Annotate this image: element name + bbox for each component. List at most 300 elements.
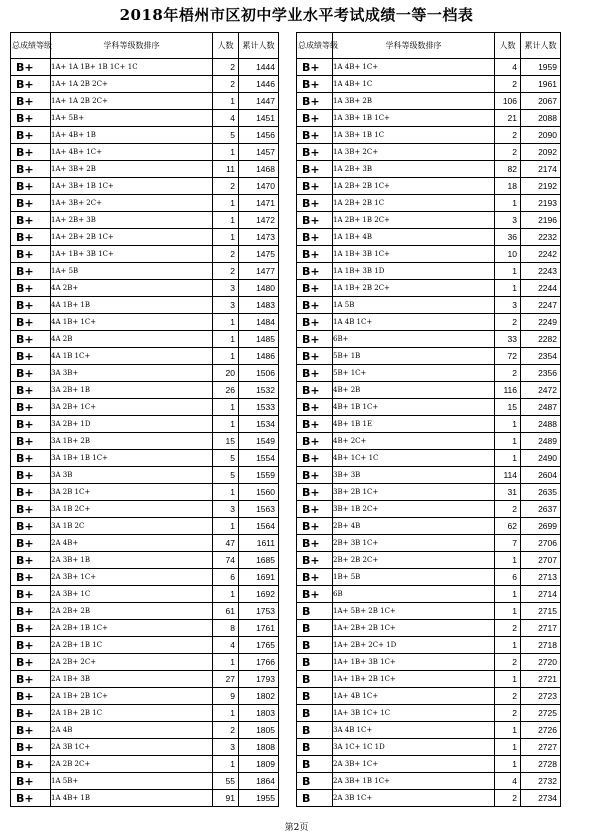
cumulative-count-cell: 1559	[239, 467, 279, 484]
grade-cell: B	[297, 688, 333, 705]
cumulative-count-cell: 1691	[239, 569, 279, 586]
subject-levels-cell: 2A 2B+ 2B	[51, 603, 213, 620]
subject-levels-cell: 1A+ 3B+ 2C+	[51, 195, 213, 212]
grade-cell: B+	[11, 790, 51, 807]
grade-cell: B	[297, 637, 333, 654]
cumulative-count-cell: 1457	[239, 144, 279, 161]
table-row	[11, 637, 279, 654]
grade-cell: B+	[11, 739, 51, 756]
grade-cell: B+	[297, 467, 333, 484]
grade-cell: B	[297, 705, 333, 722]
count-cell: 1	[213, 229, 239, 246]
cumulative-count-cell: 2725	[521, 705, 561, 722]
count-cell: 27	[213, 671, 239, 688]
table-row	[297, 161, 561, 178]
subject-levels-cell: 1A 3B+ 2B	[333, 93, 495, 110]
count-cell: 2	[213, 59, 239, 76]
count-cell: 5	[213, 127, 239, 144]
table-row	[297, 178, 561, 195]
subject-levels-cell: 2A 4B+	[51, 535, 213, 552]
grade-cell: B+	[11, 212, 51, 229]
cumulative-count-cell: 1611	[239, 535, 279, 552]
subject-levels-cell: 1A+ 2B+ 3B	[51, 212, 213, 229]
count-cell: 2	[495, 688, 521, 705]
cumulative-count-cell: 2699	[521, 518, 561, 535]
header-subjects: 学科等级数排序	[51, 33, 213, 59]
grade-cell: B+	[11, 620, 51, 637]
table-row	[11, 59, 279, 76]
table-row	[11, 705, 279, 722]
count-cell: 10	[495, 246, 521, 263]
grade-cell: B+	[297, 297, 333, 314]
grade-cell: B+	[11, 535, 51, 552]
cumulative-count-cell: 1472	[239, 212, 279, 229]
cumulative-count-cell: 2726	[521, 722, 561, 739]
grade-cell: B+	[297, 586, 333, 603]
cumulative-count-cell: 2732	[521, 773, 561, 790]
grade-cell: B+	[11, 195, 51, 212]
grade-cell: B+	[11, 314, 51, 331]
subject-levels-cell: 1A 2B+ 3B	[333, 161, 495, 178]
count-cell: 1	[213, 195, 239, 212]
table-row	[11, 620, 279, 637]
grade-cell: B+	[11, 569, 51, 586]
count-cell: 1	[495, 263, 521, 280]
table-row	[11, 450, 279, 467]
cumulative-count-cell: 1564	[239, 518, 279, 535]
grade-cell: B+	[297, 433, 333, 450]
count-cell: 1	[213, 654, 239, 671]
subject-levels-cell: 1A+ 4B+ 1B	[51, 127, 213, 144]
subject-levels-cell: 4B+ 2C+	[333, 433, 495, 450]
count-cell: 4	[213, 637, 239, 654]
count-cell: 1	[495, 756, 521, 773]
table-row	[11, 195, 279, 212]
grade-cell: B+	[11, 688, 51, 705]
grade-cell: B+	[11, 399, 51, 416]
table-row	[11, 433, 279, 450]
table-row	[297, 756, 561, 773]
table-row	[297, 518, 561, 535]
count-cell: 1	[495, 433, 521, 450]
subject-levels-cell: 5B+ 1C+	[333, 365, 495, 382]
count-cell: 3	[495, 212, 521, 229]
table-row	[297, 637, 561, 654]
cumulative-count-cell: 1446	[239, 76, 279, 93]
table-row	[11, 382, 279, 399]
cumulative-count-cell: 1473	[239, 229, 279, 246]
cumulative-count-cell: 2604	[521, 467, 561, 484]
cumulative-count-cell: 1959	[521, 59, 561, 76]
cumulative-count-cell: 1483	[239, 297, 279, 314]
grade-cell: B+	[11, 433, 51, 450]
cumulative-count-cell: 2714	[521, 586, 561, 603]
table-row	[297, 416, 561, 433]
grade-cell: B+	[11, 722, 51, 739]
count-cell: 26	[213, 382, 239, 399]
count-cell: 91	[213, 790, 239, 807]
table-row	[297, 144, 561, 161]
count-cell: 116	[495, 382, 521, 399]
count-cell: 2	[213, 178, 239, 195]
subject-levels-cell: 1A+ 5B	[51, 263, 213, 280]
grade-cell: B+	[297, 93, 333, 110]
grade-cell: B+	[11, 450, 51, 467]
table-row	[297, 59, 561, 76]
count-cell: 2	[495, 144, 521, 161]
table-row	[11, 229, 279, 246]
table-row	[297, 501, 561, 518]
grade-cell: B+	[297, 280, 333, 297]
grade-cell: B+	[11, 263, 51, 280]
subject-levels-cell: 4A 2B	[51, 331, 213, 348]
grade-cell: B+	[11, 756, 51, 773]
cumulative-count-cell: 2713	[521, 569, 561, 586]
count-cell: 55	[213, 773, 239, 790]
grade-cell: B+	[11, 59, 51, 76]
subject-levels-cell: 3B+ 3B	[333, 467, 495, 484]
subject-levels-cell: 3A 1B 2C+	[51, 501, 213, 518]
table-row	[297, 790, 561, 807]
grade-cell: B+	[297, 518, 333, 535]
table-row	[11, 110, 279, 127]
count-cell: 8	[213, 620, 239, 637]
subject-levels-cell: 1A+ 3B+ 2B	[51, 161, 213, 178]
count-cell: 15	[495, 399, 521, 416]
count-cell: 1	[495, 195, 521, 212]
cumulative-count-cell: 2717	[521, 620, 561, 637]
table-row	[11, 535, 279, 552]
grade-cell: B+	[11, 178, 51, 195]
subject-levels-cell: 1A+ 1B+ 3B 1C+	[51, 246, 213, 263]
table-row	[297, 365, 561, 382]
grade-cell: B+	[297, 144, 333, 161]
cumulative-count-cell: 2728	[521, 756, 561, 773]
subject-levels-cell: 4A 1B+ 1C+	[51, 314, 213, 331]
table-row	[11, 246, 279, 263]
grade-cell: B+	[297, 331, 333, 348]
grade-cell: B+	[297, 110, 333, 127]
cumulative-count-cell: 2090	[521, 127, 561, 144]
cumulative-count-cell: 2244	[521, 280, 561, 297]
subject-levels-cell: 1B+ 5B	[333, 569, 495, 586]
cumulative-count-cell: 1961	[521, 76, 561, 93]
cumulative-count-cell: 2727	[521, 739, 561, 756]
table-row	[11, 178, 279, 195]
cumulative-count-cell: 1486	[239, 348, 279, 365]
grade-cell: B+	[11, 773, 51, 790]
subject-levels-cell: 3A 1B+ 1B 1C+	[51, 450, 213, 467]
table-row	[297, 620, 561, 637]
subject-levels-cell: 1A+ 1A 2B 2C+	[51, 93, 213, 110]
table-row	[11, 790, 279, 807]
subject-levels-cell: 1A+ 1A 1B+ 1B 1C+ 1C	[51, 59, 213, 76]
grade-cell: B+	[297, 552, 333, 569]
table-row	[11, 671, 279, 688]
subject-levels-cell: 2A 2B+ 2C+	[51, 654, 213, 671]
table-row	[297, 331, 561, 348]
subject-levels-cell: 2A 2B 2C+	[51, 756, 213, 773]
count-cell: 1	[495, 603, 521, 620]
count-cell: 114	[495, 467, 521, 484]
subject-levels-cell: 3B+ 1B 2C+	[333, 501, 495, 518]
table-row	[297, 76, 561, 93]
subject-levels-cell: 1A+ 3B 1C+ 1C	[333, 705, 495, 722]
count-cell: 2	[495, 76, 521, 93]
table-row	[11, 331, 279, 348]
table-row	[11, 467, 279, 484]
subject-levels-cell: 1A+ 1A 2B 2C+	[51, 76, 213, 93]
cumulative-count-cell: 2193	[521, 195, 561, 212]
grade-cell: B+	[297, 365, 333, 382]
table-row	[297, 654, 561, 671]
grade-cell: B+	[11, 382, 51, 399]
table-row	[11, 603, 279, 620]
table-row	[11, 399, 279, 416]
subject-levels-cell: 1A 3B+ 1B 1C	[333, 127, 495, 144]
cumulative-count-cell: 1753	[239, 603, 279, 620]
subject-levels-cell: 1A+ 5B+ 2B 1C+	[333, 603, 495, 620]
subject-levels-cell: 1A 2B+ 2B 1C	[333, 195, 495, 212]
header-subjects: 学科等级数排序	[333, 33, 495, 59]
cumulative-count-cell: 2472	[521, 382, 561, 399]
grade-cell: B	[297, 773, 333, 790]
table-row	[11, 773, 279, 790]
cumulative-count-cell: 2249	[521, 314, 561, 331]
subject-levels-cell: 4B+ 2B	[333, 382, 495, 399]
count-cell: 61	[213, 603, 239, 620]
table-row	[297, 671, 561, 688]
table-row	[11, 654, 279, 671]
count-cell: 1	[495, 722, 521, 739]
count-cell: 2	[495, 620, 521, 637]
grade-cell: B	[297, 739, 333, 756]
cumulative-count-cell: 1447	[239, 93, 279, 110]
cumulative-count-cell: 2174	[521, 161, 561, 178]
grade-cell: B+	[297, 263, 333, 280]
subject-levels-cell: 1A 4B 1C+	[333, 314, 495, 331]
count-cell: 82	[495, 161, 521, 178]
cumulative-count-cell: 1808	[239, 739, 279, 756]
cumulative-count-cell: 1563	[239, 501, 279, 518]
table-row	[297, 110, 561, 127]
count-cell: 36	[495, 229, 521, 246]
subject-levels-cell: 1A+ 5B+	[51, 110, 213, 127]
table-header-row	[297, 33, 561, 59]
table-row	[11, 212, 279, 229]
subject-levels-cell: 3A 3B	[51, 467, 213, 484]
table-row	[297, 399, 561, 416]
cumulative-count-cell: 2635	[521, 484, 561, 501]
subject-levels-cell: 1A 4B+ 1C+	[333, 59, 495, 76]
table-row	[11, 348, 279, 365]
subject-levels-cell: 5B+ 1B	[333, 348, 495, 365]
grade-cell: B+	[297, 195, 333, 212]
table-row	[297, 433, 561, 450]
cumulative-count-cell: 1805	[239, 722, 279, 739]
grade-cell: B+	[297, 314, 333, 331]
cumulative-count-cell: 2232	[521, 229, 561, 246]
header-count: 人数	[495, 33, 521, 59]
subject-levels-cell: 2A 1B+ 2B 1C+	[51, 688, 213, 705]
table-row	[297, 705, 561, 722]
count-cell: 47	[213, 535, 239, 552]
count-cell: 2	[495, 790, 521, 807]
grade-cell: B+	[11, 416, 51, 433]
table-row	[297, 722, 561, 739]
table-row	[11, 93, 279, 110]
count-cell: 31	[495, 484, 521, 501]
cumulative-count-cell: 1692	[239, 586, 279, 603]
table-row	[297, 773, 561, 790]
table-row	[11, 127, 279, 144]
count-cell: 9	[213, 688, 239, 705]
table-row	[297, 382, 561, 399]
cumulative-count-cell: 1793	[239, 671, 279, 688]
grade-cell: B+	[11, 93, 51, 110]
count-cell: 1	[213, 212, 239, 229]
grade-cell: B+	[297, 76, 333, 93]
subject-levels-cell: 3A 4B 1C+	[333, 722, 495, 739]
cumulative-count-cell: 1803	[239, 705, 279, 722]
subject-levels-cell: 1A 3B+ 2C+	[333, 144, 495, 161]
cumulative-count-cell: 2243	[521, 263, 561, 280]
table-row	[297, 246, 561, 263]
grade-cell: B+	[11, 297, 51, 314]
table-row	[297, 739, 561, 756]
cumulative-count-cell: 2247	[521, 297, 561, 314]
grade-cell: B+	[11, 229, 51, 246]
grade-cell: B+	[297, 59, 333, 76]
count-cell: 1	[213, 705, 239, 722]
grade-cell: B	[297, 671, 333, 688]
count-cell: 106	[495, 93, 521, 110]
subject-levels-cell: 2A 3B+ 1B 1C+	[333, 773, 495, 790]
subject-levels-cell: 3A 2B+ 1B	[51, 382, 213, 399]
subject-levels-cell: 6B+	[333, 331, 495, 348]
table-row	[11, 280, 279, 297]
grade-cell: B	[297, 603, 333, 620]
grade-cell: B+	[11, 348, 51, 365]
cumulative-count-cell: 1485	[239, 331, 279, 348]
subject-levels-cell: 1A+ 1B+ 2B 1C+	[333, 671, 495, 688]
count-cell: 4	[495, 59, 521, 76]
header-cumulative: 累计人数	[239, 33, 279, 59]
cumulative-count-cell: 2092	[521, 144, 561, 161]
count-cell: 1	[495, 671, 521, 688]
subject-levels-cell: 1A 4B+ 1B	[51, 790, 213, 807]
grade-cell: B+	[297, 212, 333, 229]
subject-levels-cell: 1A+ 2B+ 2B 1C+	[51, 229, 213, 246]
grade-cell: B+	[11, 705, 51, 722]
subject-levels-cell: 2A 1B+ 2B 1C	[51, 705, 213, 722]
cumulative-count-cell: 1766	[239, 654, 279, 671]
cumulative-count-cell: 1533	[239, 399, 279, 416]
subject-levels-cell: 1A+ 3B+ 1B 1C+	[51, 178, 213, 195]
header-grade: 总成绩等级	[11, 33, 51, 59]
page-title: 2018年梧州市区初中学业水平考试成绩一等一档表	[119, 6, 474, 24]
table-row	[297, 314, 561, 331]
count-cell: 2	[213, 722, 239, 739]
page-number: 第2页	[284, 823, 309, 833]
cumulative-count-cell: 2242	[521, 246, 561, 263]
grade-cell: B+	[11, 127, 51, 144]
count-cell: 3	[213, 280, 239, 297]
grade-table-left	[10, 32, 279, 807]
count-cell: 74	[213, 552, 239, 569]
count-cell: 18	[495, 178, 521, 195]
subject-levels-cell: 1A 3B+ 1B 1C+	[333, 110, 495, 127]
count-cell: 6	[495, 569, 521, 586]
table-row	[297, 450, 561, 467]
subject-levels-cell: 3B+ 2B 1C+	[333, 484, 495, 501]
count-cell: 1	[213, 144, 239, 161]
grade-cell: B+	[297, 416, 333, 433]
cumulative-count-cell: 2354	[521, 348, 561, 365]
cumulative-count-cell: 1534	[239, 416, 279, 433]
cumulative-count-cell: 2637	[521, 501, 561, 518]
subject-levels-cell: 1A 1B+ 3B 1D	[333, 263, 495, 280]
grade-cell: B+	[11, 161, 51, 178]
subject-levels-cell: 3A 2B+ 1D	[51, 416, 213, 433]
subject-levels-cell: 2A 3B+ 1C	[51, 586, 213, 603]
count-cell: 1	[213, 93, 239, 110]
subject-levels-cell: 1A 5B+	[51, 773, 213, 790]
grade-cell: B+	[297, 127, 333, 144]
cumulative-count-cell: 2088	[521, 110, 561, 127]
cumulative-count-cell: 2487	[521, 399, 561, 416]
subject-levels-cell: 3A 2B 1C+	[51, 484, 213, 501]
cumulative-count-cell: 1532	[239, 382, 279, 399]
table-row	[297, 586, 561, 603]
table-row	[297, 569, 561, 586]
grade-cell: B+	[297, 569, 333, 586]
subject-levels-cell: 1A 2B+ 1B 2C+	[333, 212, 495, 229]
count-cell: 2	[213, 246, 239, 263]
subject-levels-cell: 4B+ 1B 1C+	[333, 399, 495, 416]
table-row	[297, 688, 561, 705]
subject-levels-cell: 3A 1C+ 1C 1D	[333, 739, 495, 756]
count-cell: 72	[495, 348, 521, 365]
table-row	[297, 195, 561, 212]
grade-cell: B	[297, 790, 333, 807]
count-cell: 1	[495, 416, 521, 433]
table-row	[11, 297, 279, 314]
table-row	[297, 348, 561, 365]
table-row	[11, 484, 279, 501]
table-row	[297, 297, 561, 314]
table-row	[11, 416, 279, 433]
grade-cell: B+	[297, 501, 333, 518]
subject-levels-cell: 4B+ 1C+ 1C	[333, 450, 495, 467]
subject-levels-cell: 1A 4B+ 1C	[333, 76, 495, 93]
subject-levels-cell: 1A 2B+ 2B 1C+	[333, 178, 495, 195]
cumulative-count-cell: 1685	[239, 552, 279, 569]
grade-cell: B+	[11, 671, 51, 688]
cumulative-count-cell: 2707	[521, 552, 561, 569]
cumulative-count-cell: 1802	[239, 688, 279, 705]
subject-levels-cell: 3A 3B+	[51, 365, 213, 382]
cumulative-count-cell: 1477	[239, 263, 279, 280]
grade-cell: B	[297, 654, 333, 671]
cumulative-count-cell: 1560	[239, 484, 279, 501]
count-cell: 2	[495, 365, 521, 382]
count-cell: 4	[213, 110, 239, 127]
subject-levels-cell: 2A 3B 1C+	[51, 739, 213, 756]
table-row	[11, 739, 279, 756]
count-cell: 1	[213, 416, 239, 433]
count-cell: 4	[495, 773, 521, 790]
